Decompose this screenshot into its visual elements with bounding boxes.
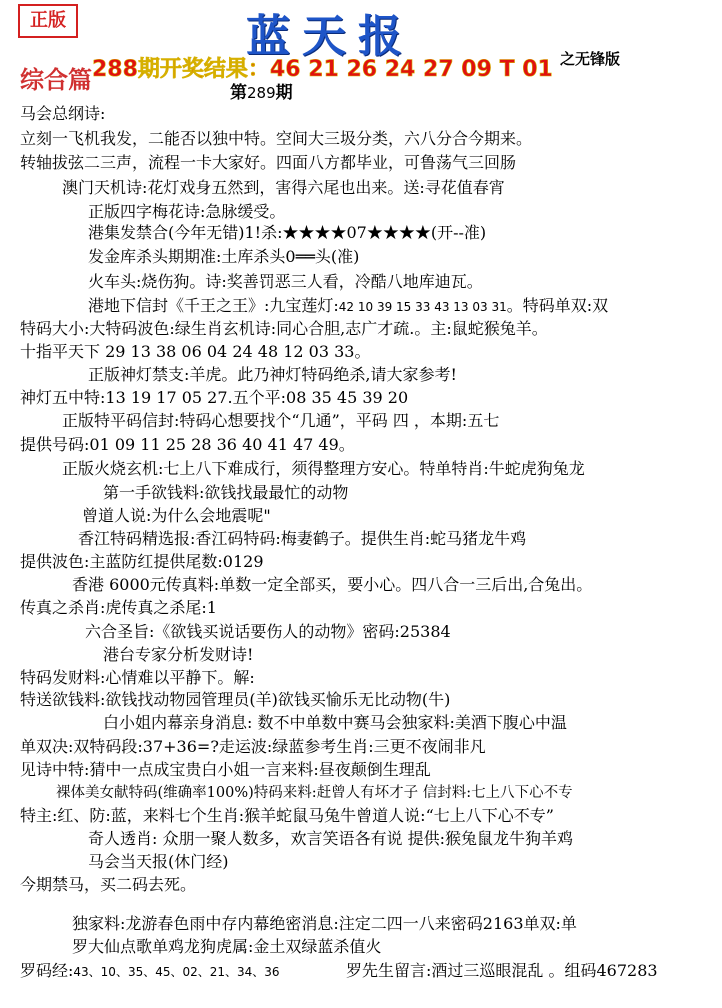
text-line: 提供号码:01 09 11 25 28 36 40 41 47 49。	[20, 435, 355, 454]
text-part: 港地下信封《千王之王》:九宝莲灯:	[88, 296, 339, 315]
text-line: 六合圣旨:《欲钱买说话要伤人的动物》密码:25384	[85, 622, 451, 641]
text-line: 立刻一飞机我发，二能否以独中特。空间大三圾分类，六八分合今期来。	[20, 129, 533, 148]
text-line	[20, 960, 280, 983]
text-line	[88, 295, 608, 318]
text-line: 曾道人说:为什么会地震呢"	[82, 506, 271, 525]
text-line: 港集发禁合(今年无错)1!杀:★★★★07★★★★(开--准)	[88, 223, 487, 242]
number-list: 42 10 39 15 33 43 13 03 31	[338, 300, 507, 314]
text-line: 港台专家分析发财诗!	[103, 645, 254, 664]
text-line: 神灯五中特:13 19 17 05 27.五个平:08 35 45 39 20	[20, 388, 409, 407]
text-line: 独家料:龙游春色雨中存内幕绝密消息:注定二四一八来密码2163单双:单	[72, 914, 577, 933]
text-line: 裸体美女献特码(维确率100%)特码来料:赶曾人有坏才子 信封料:七上八下心不专	[56, 785, 573, 801]
text-line: 第一手欲钱料:欲钱找最最忙的动物	[103, 483, 349, 502]
edition-badge: 正版	[18, 4, 78, 38]
text-line: 发金库杀头期期准:土库杀头0══头(准)	[88, 247, 360, 266]
text-line: 香江特码精选报:香江码特码:梅妻鹤子。提供生肖:蛇马猪龙牛鸡	[78, 529, 527, 548]
text-line: 奇人透肖: 众朋一聚人数多，欢言笑语各有说 提供:猴兔鼠龙牛狗羊鸡	[88, 829, 573, 848]
text-part: 。特码单双:双	[506, 296, 609, 315]
text-line: 罗大仙点歌单鸡龙狗虎属:金土双绿蓝杀值火	[72, 937, 382, 956]
text-line: 澳门天机诗:花灯戏身五然到，害得六尾也出来。送:寻花值春宵	[62, 178, 505, 197]
text-line: 正版火烧玄机:七上八下难成行，须得整理方安心。特单特肖:牛蛇虎狗兔龙	[62, 459, 585, 478]
section-title: 综合篇	[20, 65, 92, 94]
text-line: 正版神灯禁支:羊虎。此乃神灯特码绝杀,请大家参考!	[88, 365, 457, 384]
text-line: 特码发财料:心情难以平静下。解:	[20, 668, 255, 687]
newspaper-title: 蓝天报	[246, 11, 414, 62]
draw-result: 288期开奖结果：46 21 26 24 27 09 T 01	[92, 57, 553, 82]
text-line: 罗先生留言:酒过三巡眼混乱 。组码467283	[346, 961, 658, 980]
text-line: 正版四字梅花诗:急脉缓受。	[88, 202, 286, 221]
text-line: 特送欲钱料:欲钱找动物园管理员(羊)欲钱买愉乐无比动物(牛)	[20, 690, 451, 709]
issue-prefix: 第	[230, 83, 247, 103]
text-line: 转轴拔弦二三声，流程一卡大家好。四面八方都毕业，可鲁荡气三回肠	[20, 153, 517, 172]
text-line: 单双决:双特码段:37+36=?走运波:绿蓝参考生肖:三更不夜闹非凡	[20, 737, 486, 756]
text-line: 火车头:烧伤狗。诗:奖善罚恶三人看，冷酷八地库迪瓦。	[88, 272, 483, 291]
edition-label: 之无锋版	[560, 50, 621, 68]
text-line: 今期禁马，买二码去死。	[20, 875, 197, 894]
text-line: 提供波色:主蓝防红提供尾数:0129	[20, 552, 264, 571]
text-line: 白小姐内幕亲身消息: 数不中单数中赛马会独家料:美酒下腹心中温	[103, 713, 567, 732]
text-line: 马会当天报(休门经)	[88, 852, 229, 871]
text-line: 特主:红、防:蓝，来料七个生肖:猴羊蛇鼠马兔牛曾道人说:“七上八下心不专”	[20, 806, 554, 825]
issue-number	[230, 78, 293, 103]
issue-value: 289	[247, 84, 276, 102]
number-list: 43、10、35、45、02、21、34、36	[73, 965, 280, 979]
text-line: 马会总纲诗:	[20, 104, 106, 123]
text-part: 罗码经:	[20, 961, 74, 980]
text-line: 见诗中特:猜中一点成宝贵白小姐一言来料:昼夜颠倒生理乱	[20, 760, 431, 779]
text-line: 香港 6000元传真料:单数一定全部买，要小心。四八合一三后出,合兔出。	[72, 575, 593, 594]
text-line: 十指平天下 29 13 38 06 04 24 48 12 03 33。	[20, 342, 371, 361]
issue-suffix: 期	[275, 83, 293, 103]
text-line: 正版特平码信封:特码心想要找个“几通”，平码 四 ，本期:五七	[62, 411, 500, 430]
text-line: 传真之杀肖:虎传真之杀尾:1	[20, 598, 217, 617]
text-line: 特码大小:大特码波色:绿生肖玄机诗:同心合胆,志广才疏.。主:鼠蛇猴兔羊。	[20, 319, 548, 338]
